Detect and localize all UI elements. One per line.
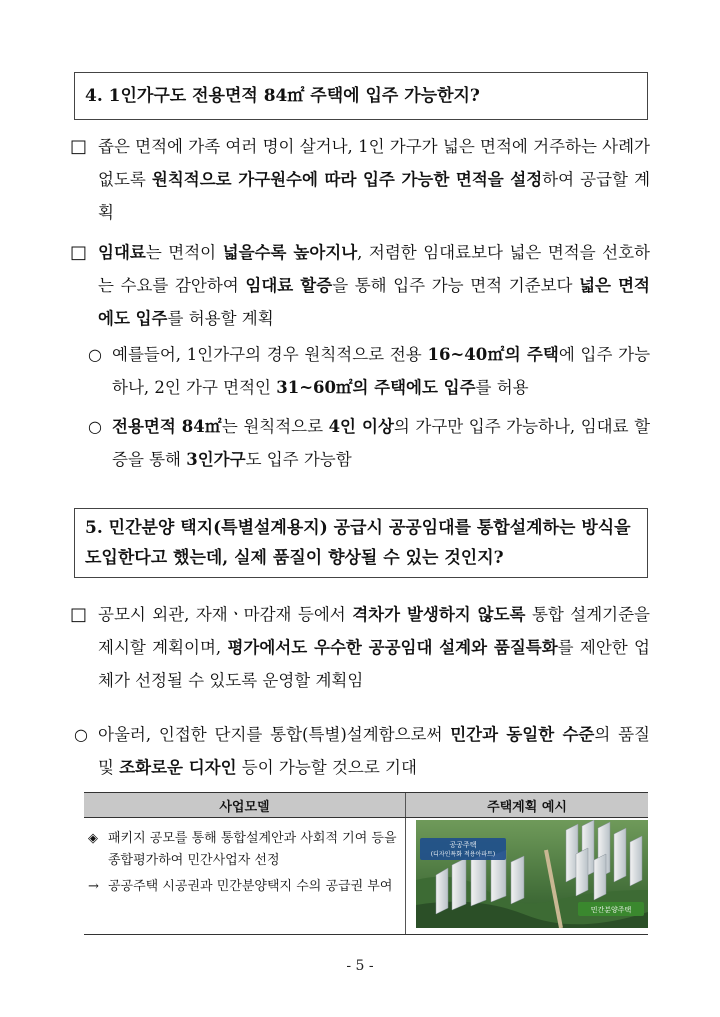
table-header-business-model: 사업모델 [84,793,406,818]
square-bullet-icon: □ [70,604,88,625]
answer-4-paragraph-3: ○ 예를들어, 1인가구의 경우 원칙적으로 전용 16~40㎡의 주택에 입주 가능하나, 2인 가구 면적인 31~60㎡의 주택에도 입주를 허용 [112,338,650,404]
circle-bullet-icon: ○ [74,725,88,744]
list-item: ◈ 패키지 공모를 통해 통합설계안과 사회적 기여 등을 종합평가하여 민간사업자 선정 [88,828,399,872]
answer-4-paragraph-2: □ 임대료는 면적이 넓을수록 높아지나, 저렴한 임대료보다 넓은 면적을 선호하는 수요를 감안하여 임대료 할증을 통해 입주 가능 면적 기준보다 넓은 면적에도 입주를 허용할 계획 [98,236,650,335]
answer-4-paragraph-4: ○ 전용면적 84㎡는 원칙적으로 4인 이상의 가구만 입주 가능하나, 임대료 할증을 통해 3인가구도 입주 가능함 [112,410,650,476]
housing-plan-cell [406,818,649,935]
business-model-table [84,792,648,935]
private-housing-label: 민간분양주택 [590,906,632,914]
square-bullet-icon: □ [70,136,88,157]
diamond-bullet-icon: ◈ [88,831,98,846]
public-housing-label: 공공주택 [449,841,477,849]
housing-plan-photo [416,820,648,928]
question-5-title: 5. 민간분양 택지(특별설계용지) 공급시 공공임대를 통합설계하는 방식을 도입한다고 했는데, 실제 품질이 향상될 수 있는 것인지? [85,518,631,568]
list-item: → 공공주택 시공권과 민간분양택지 수의 공급권 부여 [88,876,399,898]
page-number: - 5 - [346,958,374,974]
apartment-complex-illustration [416,820,648,928]
business-model-cell [84,818,406,935]
table-header-housing-plan: 주택계획 예시 [406,793,649,818]
arrow-right-icon: → [88,879,99,894]
question-4-title: 4. 1인가구도 전용면적 84㎡ 주택에 입주 가능한지? [85,86,480,106]
circle-bullet-icon: ○ [88,345,102,364]
question-4-box [74,72,648,120]
circle-bullet-icon: ○ [88,417,102,436]
square-bullet-icon: □ [70,242,88,263]
answer-4-paragraph-1: □ 좁은 면적에 가족 여러 명이 살거나, 1인 가구가 넓은 면적에 거주하는 사례가 없도록 원칙적으로 가구원수에 따라 입주 가능한 면적을 설정하여 공급할 계획 [98,130,650,229]
public-housing-sublabel: (디자인특화 적용아파트) [430,851,496,858]
question-5-box [74,508,648,578]
answer-5-paragraph-1: □ 공모시 외관, 자재ㆍ마감재 등에서 격차가 발생하지 않도록 통합 설계기준을 제시할 계획이며, 평가에서도 우수한 공공임대 설계와 품질특화를 제안한 업체가 선정될 수 있도록 운영할 계획임 [98,598,650,697]
answer-5-paragraph-2: ○ 아울러, 인접한 단지를 통합(특별)설계함으로써 민간과 동일한 수준의 품질 및 조화로운 디자인 등이 가능할 것으로 기대 [98,718,650,784]
